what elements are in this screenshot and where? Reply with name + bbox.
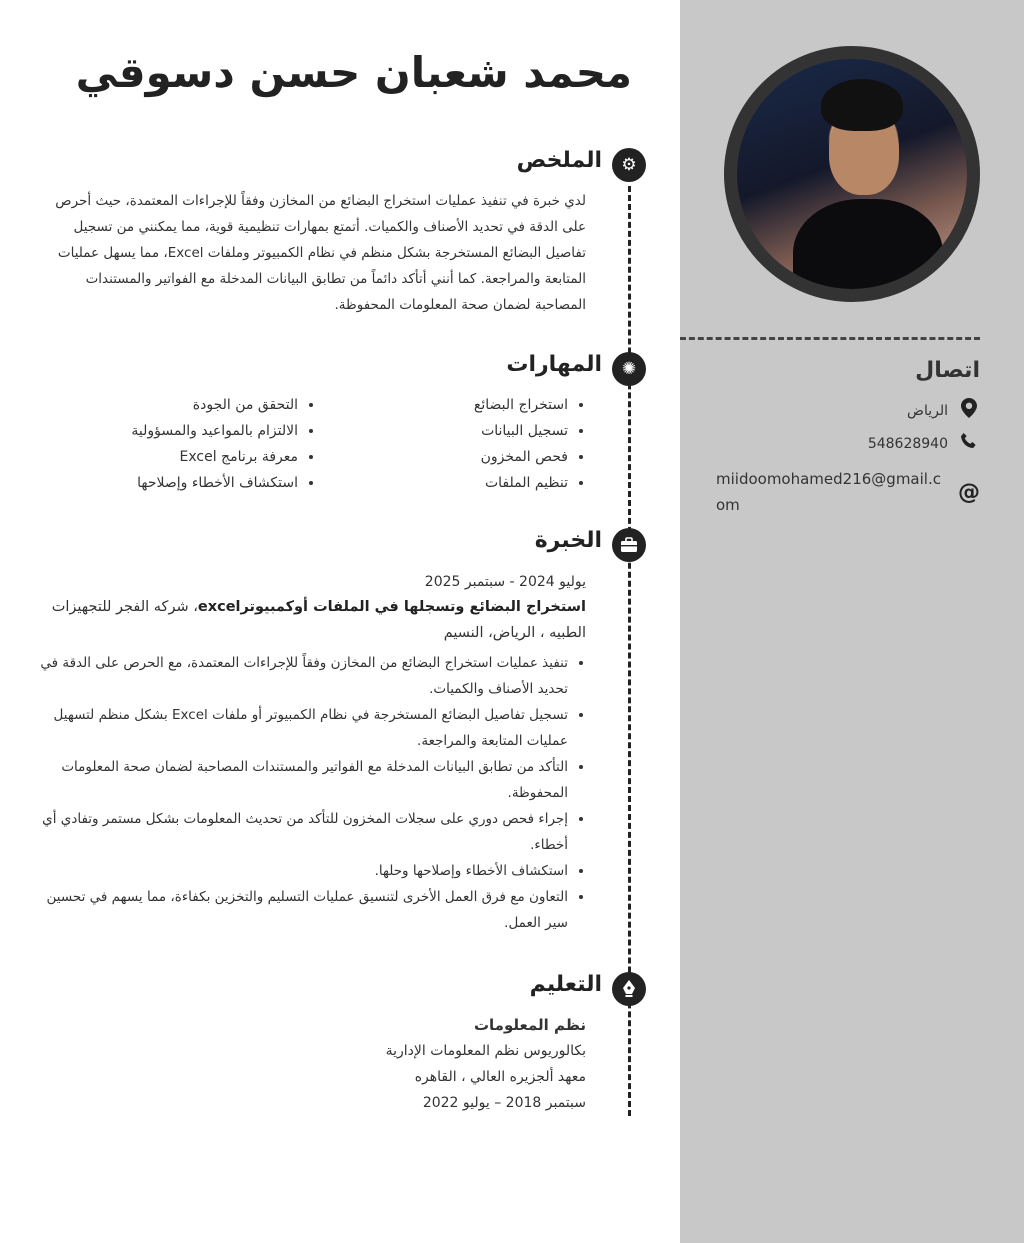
education-degree: بكالوريوس نظم المعلومات الإدارية	[385, 1043, 586, 1059]
briefcase-icon	[612, 528, 646, 562]
experience-entry	[38, 570, 586, 936]
location-text: الرياض	[907, 402, 948, 419]
education-major: نظم المعلومات	[473, 1016, 586, 1034]
experience-bullet: • تنفيذ عمليات استخراج البضائع من المخازن وفقاً للإجراءات المعتمدة، مع الحرص على الدقة في تحديد الأصناف والكميات.	[38, 650, 568, 702]
experience-role-line	[38, 594, 586, 646]
skills-column-1	[356, 392, 586, 496]
sidebar-divider	[680, 337, 980, 340]
experience-bullet: • إجراء فحص دوري على سجلات المخزون للتأكد من تحديث المعلومات بشكل مستمر وتفادي أي أخطاء.	[38, 806, 568, 858]
contact-phone	[868, 432, 980, 455]
summary-title: الملخص	[516, 148, 602, 173]
experience-role: استخراج البضائع وتسجلها في الملفات أوكمبيوترexcel	[197, 599, 586, 615]
experience-bullets	[38, 650, 586, 936]
skills-title: المهارات	[506, 352, 602, 377]
contact-title: اتصال	[915, 358, 980, 383]
education-institute: معهد ألجزيره العالي ، القاهره	[414, 1069, 586, 1085]
education-date: سبتمبر 2018 – يوليو 2022	[422, 1095, 586, 1111]
summary-text: لدي خبرة في تنفيذ عمليات استخراج البضائع من المخازن وفقاً للإجراءات المعتمدة، حيث أحرص على الدقة في تحديد الأصناف والكميات. أتمتع بمهارات تنظيمية قوية، مما يمكنني من تسجيل تفاصيل البضائع المستخرجة بشكل منظم في نظام الكمبيوتر وملفات Excel، مما يسهل عمليات المتابعة والمراجعة. كما أنني أتأكد دائماً من تطابق البيانات المدخلة مع الفواتير والمستندات المصاحبة لضمان صحة المعلومات المحفوظة.	[55, 193, 586, 313]
skill-item: • استكشاف الأخطاء وإصلاحها	[86, 470, 298, 496]
gear-icon: ⚙	[612, 148, 646, 182]
skill-item: • التحقق من الجودة	[86, 392, 298, 418]
candidate-name: محمد شعبان حسن دسوقي	[75, 48, 632, 97]
skill-item: • استخراج البضائع	[356, 392, 568, 418]
profile-photo	[724, 46, 980, 302]
contact-email	[716, 466, 980, 518]
contact-location	[907, 398, 980, 423]
at-icon: @	[958, 479, 980, 505]
phone-icon	[958, 432, 980, 455]
skill-item: • تنظيم الملفات	[356, 470, 568, 496]
experience-company: ، شركه الفجر للتجهيزات الطبيه ، الرياض، النسيم	[51, 599, 586, 641]
email-text[interactable]: miidoomohamed216@gmail.com	[716, 470, 941, 514]
experience-date: يوليو 2024 - سبتمبر 2025	[424, 574, 586, 590]
profile-photo-image	[737, 59, 967, 289]
skill-item: • الالتزام بالمواعيد والمسؤولية	[86, 418, 298, 444]
skill-item: • تسجيل البيانات	[356, 418, 568, 444]
experience-bullet: • التأكد من تطابق البيانات المدخلة مع الفواتير والمستندات المصاحبة لضمان صحة المعلومات المحفوظة.	[38, 754, 568, 806]
experience-title: الخبرة	[534, 528, 602, 553]
skills-list	[86, 392, 586, 496]
settings-icon: ✺	[612, 352, 646, 386]
education-entry	[186, 1012, 586, 1116]
experience-bullet: • استكشاف الأخطاء وإصلاحها وحلها.	[38, 858, 568, 884]
education-title: التعليم	[529, 972, 602, 997]
skills-column-2	[86, 392, 316, 496]
map-pin-icon	[958, 398, 980, 423]
skill-item: • فحص المخزون	[356, 444, 568, 470]
skill-item: • معرفة برنامج Excel	[86, 444, 298, 470]
phone-text[interactable]: 548628940	[867, 435, 948, 452]
pen-nib-icon	[612, 972, 646, 1006]
experience-bullet: • التعاون مع فرق العمل الأخرى لتنسيق عمليات التسليم والتخزين بكفاءة، مما يسهم في تحسين سير العمل.	[38, 884, 568, 936]
experience-bullet: • تسجيل تفاصيل البضائع المستخرجة في نظام الكمبيوتر أو ملفات Excel بشكل منظم لتسهيل عمليات المتابعة والمراجعة.	[38, 702, 568, 754]
